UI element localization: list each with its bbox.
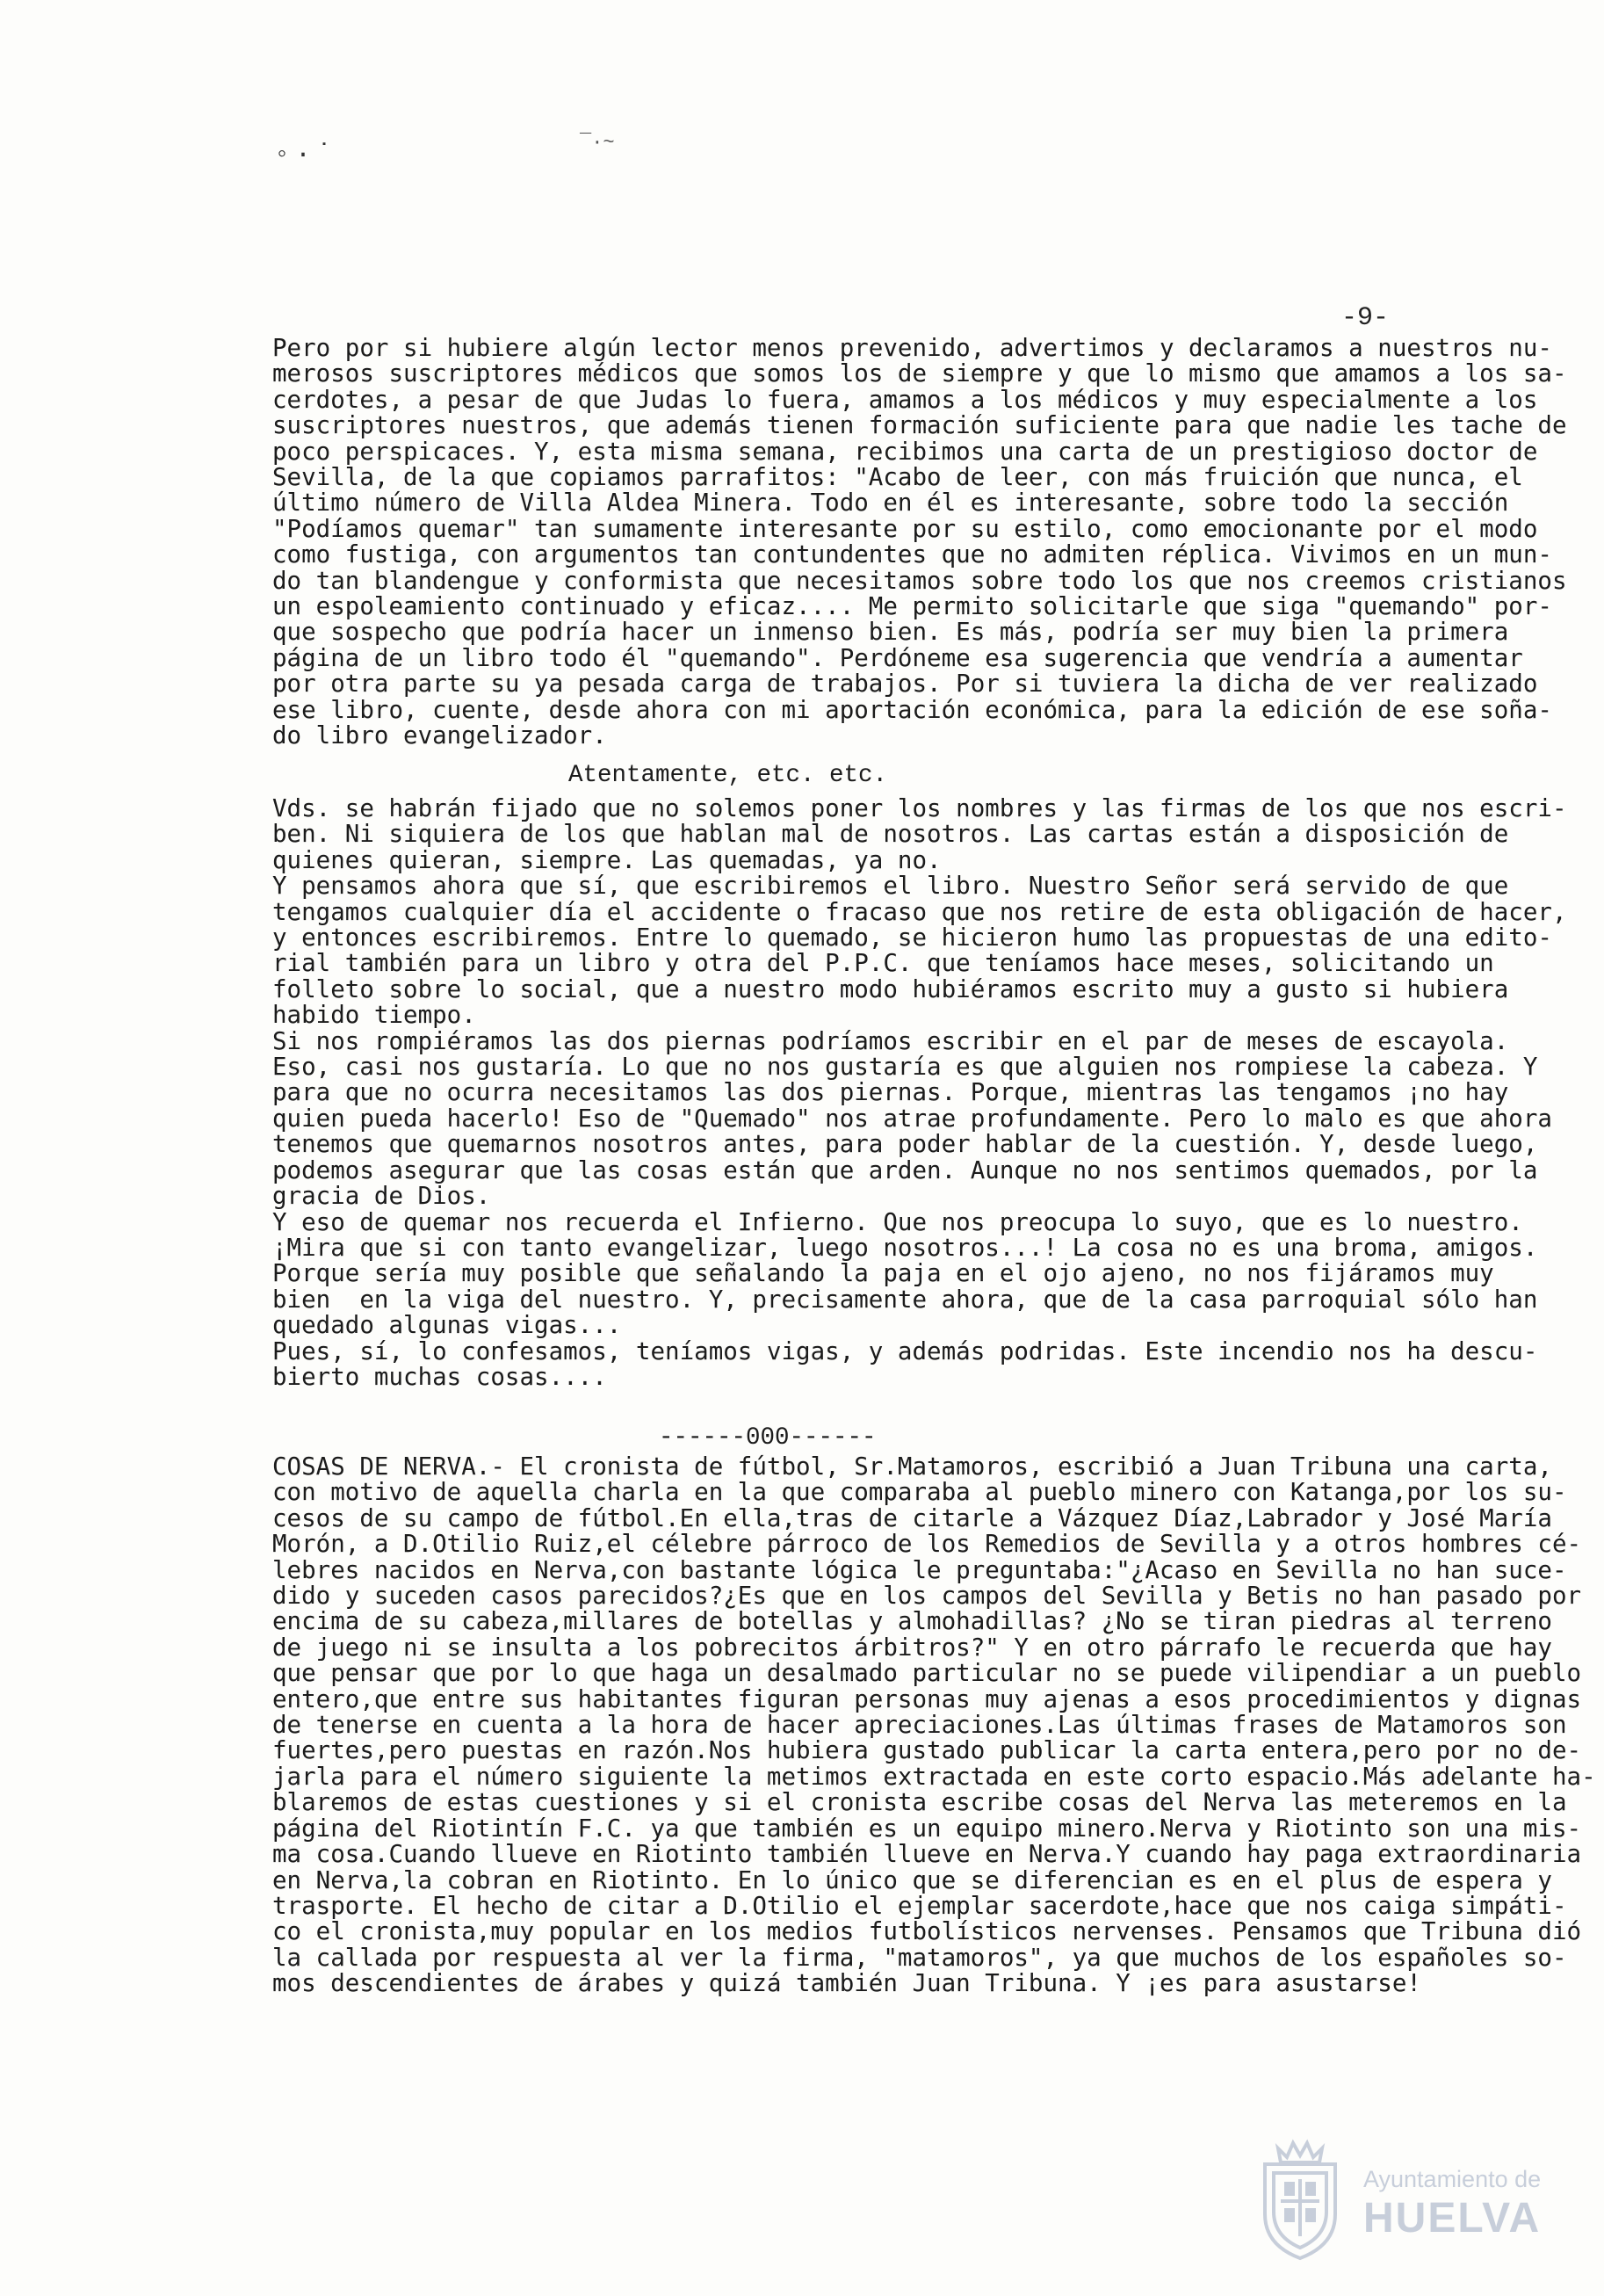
ayuntamiento-huelva-watermark	[1239, 2131, 1546, 2263]
section-separator: ------000------	[659, 1424, 877, 1452]
stray-ink-marks-2: ‾·~	[580, 132, 615, 154]
paragraph-medical-letter: Pero por si hubiere algún lector menos prevenido, advertimos y declaramos a nuestros nu- merosos suscriptores médicos que somos los de siempre y que lo mismo que amamos a los sa- cerdotes, a pesar de que Judas lo fuera, amamos a los médicos y muy especialmente a los suscriptores nuestros, que además tienen formación suficiente para que nadie les tache de poco perspicaces. Y, esta misma semana, recibimos una carta de un prestigioso doctor de Sevilla, de la que copiamos parrafitos: "Acabo de leer, con más fruición que nunca, el último número de Villa Aldea Minera. Todo en él es interesante, sobre todo la sección "Podíamos quemar" tan sumamente interesante por su estilo, como emocionante por el modo como fustiga, con argumentos tan contundentes que no admiten réplica. Vivimos en un mun- do tan blandengue y conformista que necesitamos sobre todo los que nos creemos cristianos un espoleamiento continuado y eficaz.... Me permito solicitarle que siga "quemando" por- que sospecho que podría hacer un inmenso bien. Es más, podría ser muy bien la primera página de un libro todo él "quemando". Perdóneme esa sugerencia que vendría a aumentar por otra parte su ya pesada carga de trabajos. Por si tuviera la dicha de ver realizado ese libro, cuente, desde ahora con mi aportación económica, para la edición de ese soña- do libro evangelizador.	[272, 334, 1567, 750]
coat-of-arms-icon	[1239, 2131, 1362, 2263]
paragraph-cosas-de-nerva: COSAS DE NERVA.- El cronista de fútbol, Sr.Matamoros, escribió a Juan Tribuna una carta, con motivo de aquella charla en la que comparaba al pueblo minero con Katanga,por los su- cesos de su campo de fútbol.En ella,tras de citarle a Vázquez Díaz,Labrador y José María Morón, a D.Otilio Ruiz,el célebre párroco de los Remedios de Sevilla y a otros hombres cé- lebres nacidos en Nerva,con bastante lógica le preguntaba:"¿Acaso en Sevilla no han suce- dido y suceden casos parecidos?¿Es que en los campos del Sevilla y Betis no han pasado por encima de su cabeza,millares de botellas y almohadillas? ¿No se tiran piedras al terreno de juego ni se insulta a los pobrecitos árbitros?" Y en otro párrafo le recuerda que hay que pensar que por lo que haga un desalmado particular no se puede vilipendiar a un pueblo entero,que entre sus habitantes figuran personas muy ajenas a esos procedimientos y dignas de tenerse en cuenta a la hora de hacer apreciaciones.Las últimas frases de Matamoros son fuertes,pero puestas en razón.Nos hubiera gustado publicar la carta entera,pero por no de- jarla para el número siguiente la metimos extractada en este corto espacio.Más adelante ha- blaremos de estas cuestiones y si el cronista escribe cosas del Nerva las meteremos en la página del Riotintín F.C. ya que también es un equipo minero.Nerva y Riotinto son una mis- ma cosa.Cuando llueve en Riotinto también llueve en Nerva.Y cuando hay paga extraordinaria en Nerva,la cobran en Riotinto. En lo único que se diferencian es en el plus de espera y trasporte. El hecho de citar a D.Otilio el ejemplar sacerdote,hace que nos caiga simpáti- co el cronista,muy popular en los medios futbolísticos nervenses. Pensamos que Tribuna dió la callada por respuesta al ver la firma, "matamoros", ya que muchos de los españoles so- mos descendientes de árabes y quizá también Juan Tribuna. Y ¡es para asustarse!	[272, 1452, 1596, 1998]
watermark-line2: HUELVA	[1363, 2195, 1542, 2242]
stray-ink-marks: ◦·˙	[274, 141, 338, 170]
paragraph-quemado-reflection: Vds. se habrán fijado que no solemos poner los nombres y las firmas de los que nos escri- ben. Ni siquiera de los que hablan mal de nosotros. Las cartas están a disposición de quienes quieran, siempre. Las quemadas, ya no. Y pensamos ahora que sí, que escribiremos el libro. Nuestro Señor será servido de que tengamos cualquier día el accidente o fracaso que nos retire de esta obligación de hacer, y entonces escribiremos. Entre lo quemado, se hicieron humo las propuestas de una edito- rial también para un libro y otra del P.P.C. que teníamos hace meses, solicitando un folleto sobre lo social, que a nuestro modo hubiéramos escrito muy a gusto si hubiera habido tiempo. Si nos rompiéramos las dos piernas podríamos escribir en el par de meses de escayola. Eso, casi nos gustaría. Lo que no nos gustaría es que alguien nos rompiese la cabeza. Y para que no ocurra necesitamos las dos piernas. Porque, mientras las tengamos ¡no hay quien pueda hacerlo! Eso de "Quemado" nos atrae profundamente. Pero lo malo es que ahora tenemos que quemarnos nosotros antes, para poder hablar de la cuestión. Y, desde luego, podemos asegurar que las cosas están que arden. Aunque no nos sentimos quemados, por la gracia de Dios. Y eso de quemar nos recuerda el Infierno. Que nos preocupa lo suyo, que es lo nuestro. ¡Mira que si con tanto evangelizar, luego nosotros...! La cosa no es una broma, amigos. Porque sería muy posible que señalando la paja en el ojo ajeno, no nos fijáramos muy bien en la viga del nuestro. Y, precisamente ahora, que de la casa parroquial sólo han quedado algunas vigas... Pues, sí, lo confesamos, teníamos vigas, y además podridas. Este incendio nos ha descu- bierto muchas cosas....	[272, 794, 1567, 1391]
letter-closing: Atentamente, etc. etc.	[568, 762, 888, 789]
watermark-line1: Ayuntamiento de	[1363, 2166, 1542, 2192]
page-number: -9-	[1340, 303, 1389, 333]
